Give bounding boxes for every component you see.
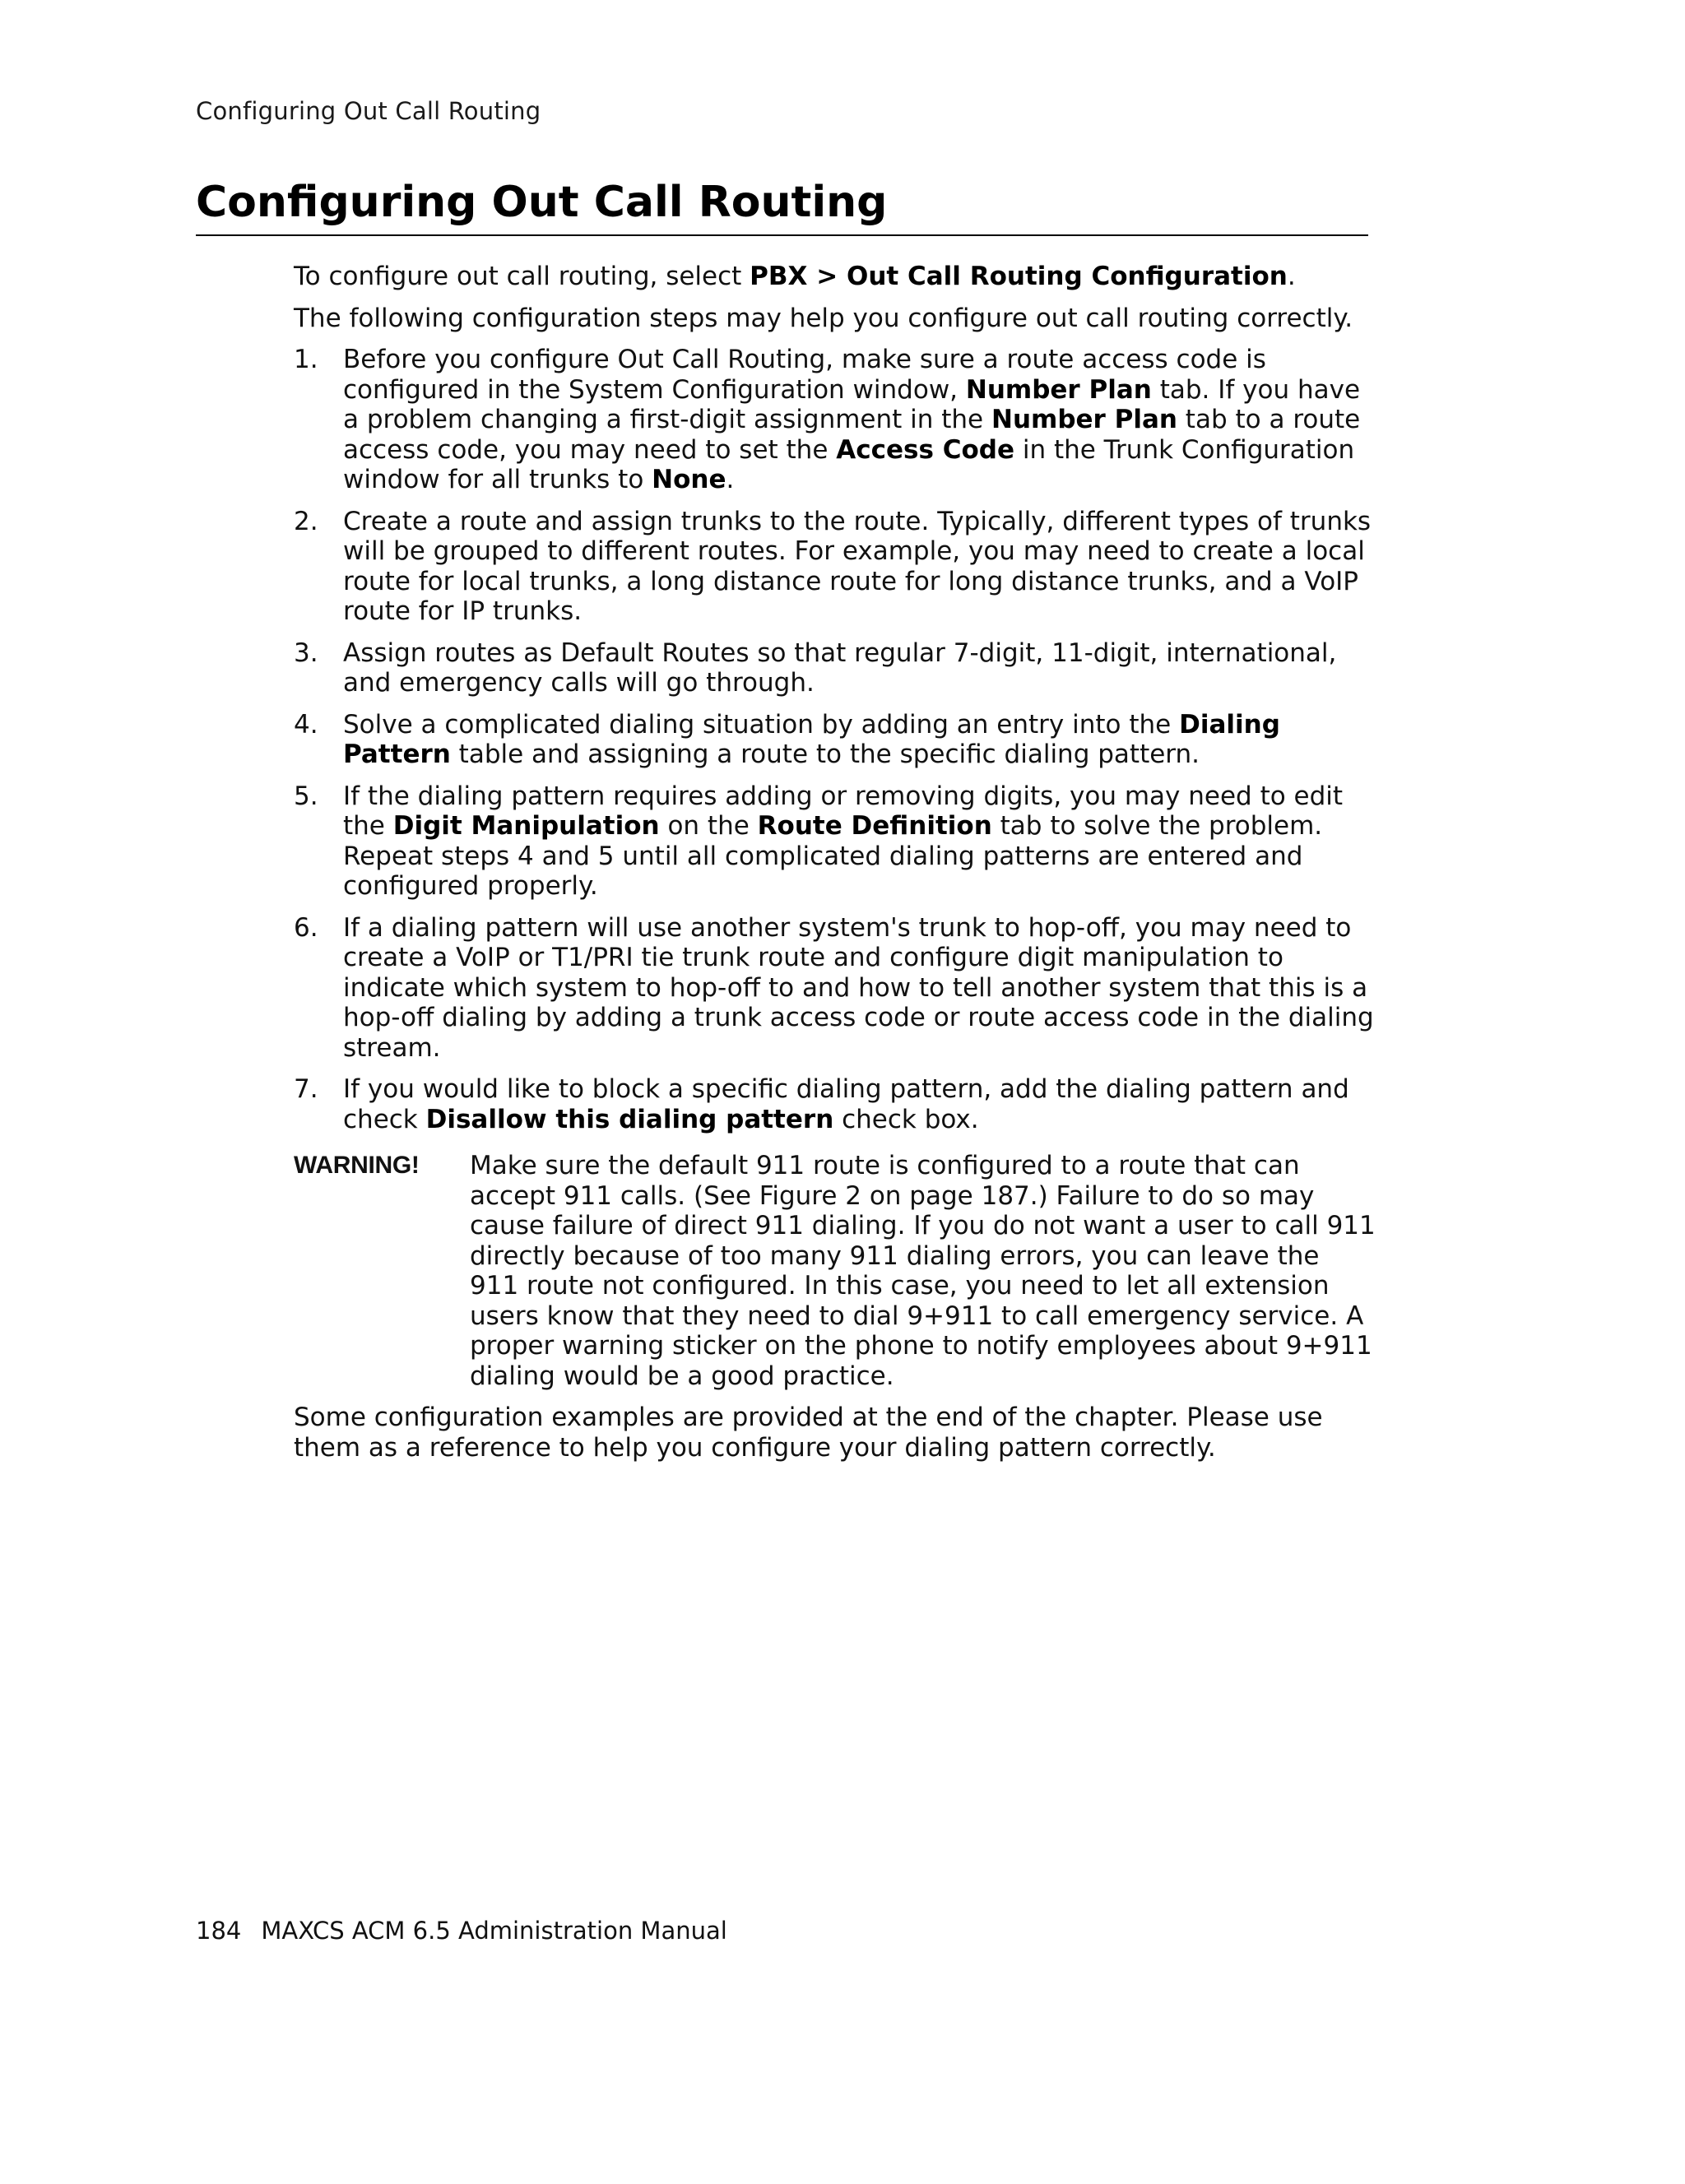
page-title: Configuring Out Call Routing (196, 179, 1368, 236)
step-text: tab. If you have a problem changing a first-digit assignment in the (343, 374, 1361, 434)
steps-intro-paragraph: The following configuration steps may help you configure out call routing correctly. (294, 303, 1353, 333)
intro-menu-paragraph (294, 262, 1376, 292)
step-bold-term: None (652, 465, 726, 494)
step-bold-term: Dialing Pattern (343, 709, 1280, 769)
step-text: Solve a complicated dialing situation by adding an entry into the (343, 709, 1180, 740)
step-text: tab to a route access code, you may need to set the (343, 405, 1361, 465)
intro-select-suffix: . (1287, 262, 1296, 291)
closing-paragraph: Some configuration examples are provided at the end of the chapter. Please use them as a reference to help you configure your dialing pattern correctly. (294, 1403, 1323, 1463)
step-number: 3. (294, 638, 318, 668)
menu-path: PBX > Out Call Routing Configuration (750, 262, 1288, 291)
main-content (294, 262, 1376, 1474)
step-item-4 (294, 710, 1376, 770)
step-bold-term: Route Definition (757, 811, 992, 841)
step-text: in the Trunk Configuration window for all trunks to (343, 434, 1355, 494)
step-bold-term: Access Code (836, 434, 1014, 465)
step-text: If a dialing pattern will use another system's trunk to hop-off, you may need to create a VoIP or T1/PRI tie trunk route and configure digit manipulation to indicate which system to hop-off to and how to tell another system that this is a hop-off dialing by adding a trunk access code or route access code in the dialing stream. (343, 912, 1374, 1063)
step-text: table and assigning a route to the specific dialing pattern. (450, 740, 1200, 769)
step-item-7 (294, 1074, 1376, 1134)
warning-label: WARNING! (294, 1152, 420, 1179)
step-number: 5. (294, 781, 318, 811)
intro-select-prefix: To configure out call routing, select (294, 262, 750, 291)
page-footer (196, 1917, 727, 1945)
step-text: Before you configure Out Call Routing, make sure a route access code is configured in the System Configuration window, (343, 345, 1266, 405)
configuration-steps-list (294, 345, 1376, 1134)
step-text: . (726, 465, 735, 494)
running-header: Configuring Out Call Routing (196, 97, 541, 125)
step-bold-term: Disallow this dialing pattern (425, 1104, 834, 1134)
step-number: 1. (294, 345, 318, 374)
step-item-5 (294, 781, 1376, 902)
step-text: If the dialing pattern requires adding or removing digits, you may need to edit the (343, 781, 1344, 841)
step-item-2 (294, 507, 1376, 627)
page-number: 184 (196, 1917, 242, 1945)
step-text: If you would like to block a specific dialing pattern, add the dialing pattern and check (343, 1074, 1349, 1134)
step-text: tab to solve the problem. Repeat steps 4 and 5 until all complicated dialing patterns are entered and configured properly. (343, 811, 1323, 901)
step-bold-term: Digit Manipulation (392, 811, 660, 841)
step-item-6 (294, 913, 1376, 1064)
step-text: Create a route and assign trunks to the route. Typically, different types of trunks will be grouped to different routes. For example, you may need to create a local route for local trunks, a long distance route for long distance trunks, and a VoIP route for IP trunks. (343, 506, 1372, 626)
step-number: 6. (294, 912, 318, 943)
step-text: check box. (833, 1104, 979, 1134)
manual-title: MAXCS ACM 6.5 Administration Manual (261, 1917, 727, 1945)
step-item-1 (294, 345, 1376, 495)
step-text: Assign routes as Default Routes so that regular 7-digit, 11-digit, international, and emergency calls will go through. (343, 638, 1337, 698)
step-bold-term: Number Plan (965, 374, 1152, 405)
step-number: 4. (294, 709, 318, 740)
step-text: on the (659, 811, 758, 841)
warning-block (294, 1151, 1376, 1391)
step-number: 2. (294, 506, 318, 536)
warning-text: Make sure the default 911 route is configured to a route that can accept 911 calls. (See Figure 2 on page 187.) Failure to do so may cause failure of direct 911 dialing. If you do not want a user to call 911 directly because of too many 911 dialing errors, you can leave the 911 route not configured. In this case, you need to let all extension users know that they need to dial 9+911 to call emergency service. A proper warning sticker on the phone to notify employees about 9+911 dialing would be a good practice. (470, 1151, 1376, 1391)
step-bold-term: Number Plan (991, 405, 1177, 434)
step-item-3 (294, 638, 1376, 698)
step-number: 7. (294, 1074, 318, 1104)
